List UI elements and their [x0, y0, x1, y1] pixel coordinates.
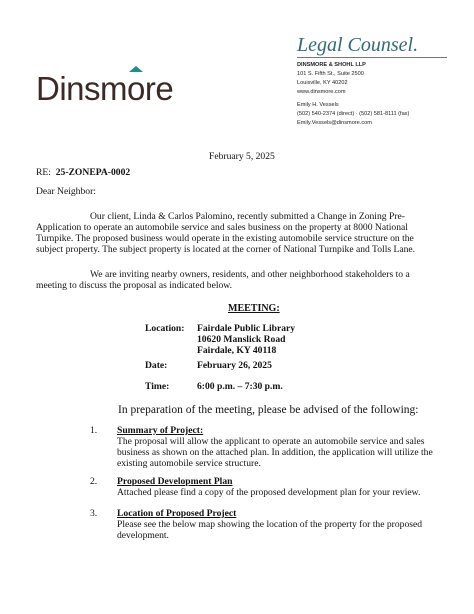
paragraph-intro: [36, 211, 436, 255]
firm-address-line1: 101 S. Fifth St., Suite 2500: [297, 71, 364, 77]
re-case-number: 25-ZONEPA-0002: [55, 167, 131, 178]
firm-name: DINSMORE & SHOHL LLP: [297, 62, 366, 68]
re-label: RE:: [36, 167, 51, 178]
location-line2: 10620 Manslick Road: [197, 334, 286, 345]
attorney-email: Emily.Vessels@dinsmore.com: [297, 120, 372, 126]
meeting-time-label: Time:: [145, 381, 170, 392]
logo-prefix: Dinsm: [36, 70, 128, 107]
preparation-heading: In preparation of the meeting, please be advised of the following:: [118, 404, 419, 416]
firm-address-line2: Louisville, KY 40202: [297, 80, 348, 86]
legal-counsel-title: Legal Counsel.: [297, 34, 419, 56]
meeting-date-value: February 26, 2025: [197, 360, 272, 371]
paragraph-intro-text: Our client, Linda & Carlos Palomino, recently submitted a Change in Zoning Pre-Application to operate an automobile service and sales business on the property at 8000 National Turnpike. The proposed business would operate in the existing automobile service structure on the subject property. The subject property is located at the corner of National Turnpike and Tolls Lane.: [36, 211, 416, 255]
location-value: [197, 323, 295, 356]
logo-o: o: [127, 70, 145, 107]
section-number: 1.: [90, 425, 98, 436]
letter-date: February 5, 2025: [209, 151, 275, 162]
location-line3: Fairdale, KY 40118: [197, 345, 277, 356]
paragraph-invite-text: We are inviting nearby owners, residents, and other neighborhood stakeholders to a meeting to discuss the proposal as indicated below.: [36, 269, 410, 291]
location-label: Location:: [145, 323, 185, 334]
section-body: The proposal will allow the applicant to operate an automobile service and sales business as shown on the attached plan. In addition, the application will utilize the existing automobile service structure.: [117, 436, 433, 469]
section-title: Location of Proposed Project: [117, 508, 237, 519]
firm-website: www.dinsmore.com: [297, 89, 346, 95]
meeting-date-label: Date:: [145, 360, 168, 371]
meeting-time-value: 6:00 p.m. – 7:30 p.m.: [197, 381, 283, 392]
section-title: Proposed Development Plan: [117, 476, 233, 487]
salutation: Dear Neighbor:: [36, 186, 96, 197]
logo-o-with-caret: [127, 72, 145, 105]
section-number: 3.: [90, 508, 98, 519]
dinsmore-logo: [36, 72, 173, 105]
logo-suffix: re: [144, 70, 174, 107]
re-line: [36, 167, 130, 178]
section-body: Please see the below map showing the location of the property for the proposed development.: [117, 519, 423, 541]
meeting-heading: MEETING:: [228, 303, 280, 314]
section-title: Summary of Project:: [117, 425, 204, 436]
section-number: 2.: [90, 476, 98, 487]
caret-icon: [129, 66, 143, 72]
letterhead-divider: [297, 57, 447, 58]
attorney-phone: (502) 540-2374 (direct) · (502) 581-8111 (fax): [297, 111, 410, 117]
section-body: Attached please find a copy of the proposed development plan for your review.: [117, 487, 421, 498]
location-line1: Fairdale Public Library: [197, 323, 296, 334]
attorney-name: Emily H. Vessels: [297, 102, 339, 108]
paragraph-invite: [36, 269, 436, 291]
